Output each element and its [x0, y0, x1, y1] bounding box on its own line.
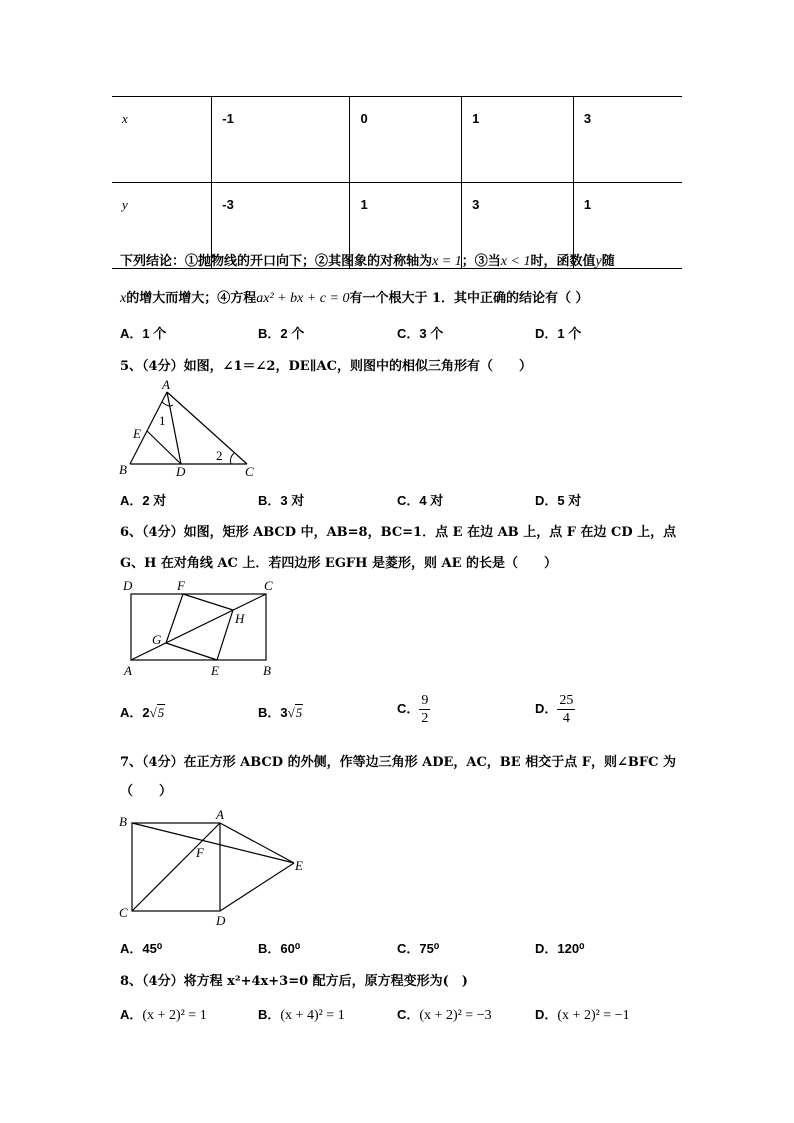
q4-option-d[interactable]: D．1 个	[535, 326, 582, 341]
table-cell: 1	[350, 183, 462, 269]
label-e: E	[295, 858, 303, 873]
fraction: $\frac{9}{2}$	[421, 693, 429, 726]
q4-line1: 下列结论：①抛物线的开口向下；②其图象的对称轴为x = 1；③当x < 1时，函数值y随	[120, 254, 615, 269]
segment-ae	[220, 823, 294, 863]
q6-option-b[interactable]: B．3√5	[258, 705, 303, 720]
q7-option-b[interactable]: B．60⁰	[258, 941, 301, 956]
q6-option-a[interactable]: A．2√5	[120, 705, 165, 720]
angle-2-arc	[230, 453, 234, 464]
q7-option-c[interactable]: C．75⁰	[397, 941, 440, 956]
q8-option-b[interactable]: B．(x + 4)² = 1	[258, 1007, 345, 1023]
label-a: A	[216, 807, 224, 822]
q5-stem: 5、（4分）如图，∠1＝∠2，DE∥AC，则图中的相似三角形有（ ）	[120, 359, 532, 374]
q4-option-c[interactable]: C．3 个	[397, 326, 444, 341]
q4-option-a[interactable]: A．1 个	[120, 326, 167, 341]
q5-option-a[interactable]: A．2 对	[120, 493, 167, 508]
table-cell: 3	[573, 97, 682, 183]
label-d: D	[123, 578, 133, 593]
q6-option-c[interactable]: C． $\frac{9}{2}$	[397, 693, 429, 726]
angle-2-label: 2	[216, 448, 223, 463]
q7-line1: 7、（4分）在正方形 ABCD 的外侧，作等边三角形 ADE，AC，BE 相交于点 F，则∠BFC 为	[120, 755, 676, 770]
q8-stem: 8、（4分）将方程 x²+4x+3=0 配方后，原方程变形为( )	[120, 974, 468, 989]
label-e: E	[133, 426, 141, 441]
q7-option-d[interactable]: D．120⁰	[535, 941, 585, 956]
q7-figure	[115, 806, 315, 930]
label-b: B	[119, 814, 127, 829]
q8-option-c[interactable]: C．(x + 2)² = −3	[397, 1007, 492, 1023]
table-cell: -3	[212, 183, 350, 269]
quadratic-equation: ax² + bx + c = 0	[256, 291, 350, 306]
segment-de	[220, 863, 294, 911]
q6-line2: G、H 在对角线 AC 上．若四边形 EGFH 是菱形，则 AE 的长是（ ）	[120, 556, 558, 571]
label-h: H	[235, 611, 245, 626]
angle-1-arc	[162, 402, 173, 406]
q4-option-b[interactable]: B．2 个	[258, 326, 305, 341]
value-table	[112, 96, 682, 269]
circled-4: ④	[217, 291, 231, 306]
diagonal-ac	[131, 594, 266, 660]
q4-line2: x的增大而增大；④方程ax² + bx + c = 0有一个根大于 1．其中正确的结论有（ ）	[120, 291, 589, 306]
segment-hf	[183, 594, 233, 610]
fraction: $\frac{25}{4}$	[559, 693, 574, 726]
label-d: D	[176, 464, 186, 479]
label-g: G	[152, 632, 162, 647]
circled-1: ①	[185, 254, 199, 269]
table-row-label: y	[122, 197, 128, 212]
q7-option-a[interactable]: A．45⁰	[120, 941, 163, 956]
q6-figure	[115, 577, 285, 679]
label-c: C	[245, 464, 254, 479]
circled-2: ②	[315, 254, 329, 269]
inequality: x < 1	[500, 254, 531, 269]
label-d: D	[216, 913, 226, 928]
table-row	[112, 97, 682, 183]
label-b: B	[119, 462, 127, 477]
label-f: F	[196, 845, 204, 860]
label-c: C	[119, 905, 128, 920]
q6-option-d[interactable]: D． $\frac{25}{4}$	[535, 693, 574, 726]
table-cell: 0	[350, 97, 462, 183]
axis-equation: x = 1	[432, 254, 462, 269]
q5-option-c[interactable]: C．4 对	[397, 493, 444, 508]
label-b: B	[263, 663, 271, 678]
table-cell: 1	[573, 183, 682, 269]
q8-option-d[interactable]: D．(x + 2)² = −1	[535, 1007, 630, 1023]
table-cell: 1	[462, 97, 574, 183]
segment-be	[132, 823, 294, 863]
q5-option-d[interactable]: D．5 对	[535, 493, 582, 508]
segment-ge	[166, 643, 217, 660]
table-row-label: x	[122, 111, 128, 126]
label-c: C	[264, 578, 273, 593]
label-a: A	[124, 663, 132, 678]
segment-eh	[217, 610, 233, 660]
angle-1-label: 1	[159, 413, 166, 428]
q5-figure	[115, 376, 265, 480]
q5-option-b[interactable]: B．3 对	[258, 493, 305, 508]
label-f: F	[177, 578, 185, 593]
q7-line2: （ ）	[120, 784, 173, 799]
diagonal-ac	[132, 823, 220, 911]
q8-option-a[interactable]: A．(x + 2)² = 1	[120, 1007, 207, 1023]
table-cell: 3	[462, 183, 574, 269]
label-e: E	[211, 663, 219, 678]
q6-line1: 6、（4分）如图，矩形 ABCD 中，AB=8，BC=1．点 E 在边 AB 上，点 F 在边 CD 上，点	[120, 525, 677, 540]
circled-3: ③	[474, 254, 488, 269]
table-cell: -1	[212, 97, 350, 183]
label-a: A	[162, 377, 170, 392]
